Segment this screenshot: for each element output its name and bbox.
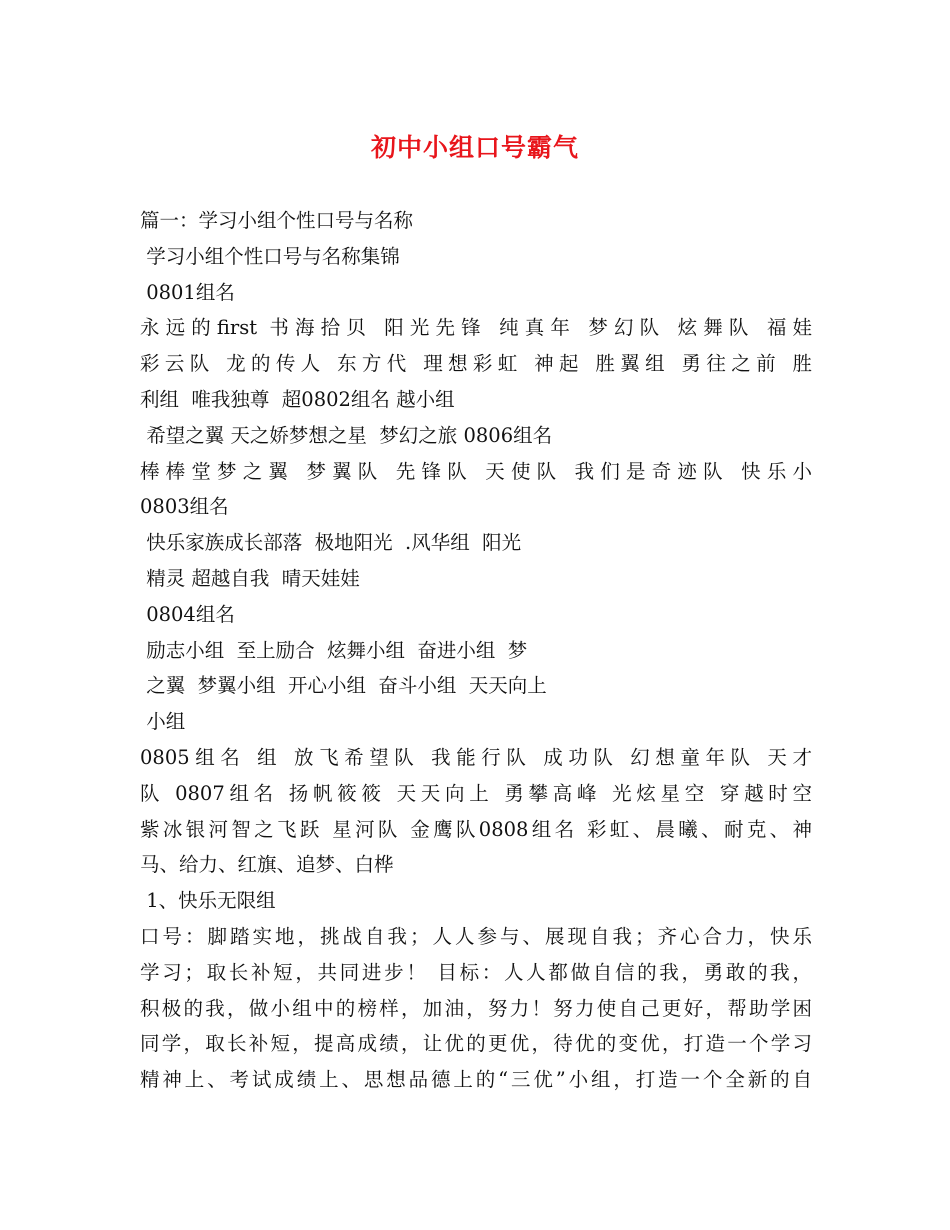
text-line: 永远的first 书海拾贝 阳光先锋 纯真年 梦幻队 炫舞队 福娃 <box>140 316 812 340</box>
text-line: 篇一：学习小组个性口号与名称 <box>140 209 414 232</box>
text-line: 精灵 超越自我 晴天娃娃 <box>140 566 360 590</box>
text-line: 紫冰银河智之飞跃 星河队 金鹰队0808组名 彩虹、晨曦、耐克、神 <box>140 817 812 841</box>
text-line: 棒棒堂梦之翼 梦翼队 先锋队 天使队 我们是奇迹队 快乐小 <box>140 459 812 483</box>
text-line: 0804组名 <box>140 602 235 626</box>
text-line: 学习小组个性口号与名称集锦 <box>140 244 400 268</box>
text-line: 彩云队 龙的传人 东方代 理想彩虹 神起 胜翼组 勇往之前 胜 <box>140 352 812 376</box>
text-line: 快乐家族成长部落 极地阳光 .风华组 阳光 <box>140 531 522 555</box>
text-line: 0801组名 <box>140 280 235 304</box>
text-line: 希望之翼 天之娇梦想之星 梦幻之旅 0806组名 <box>140 423 553 447</box>
text-line: 1、快乐无限组 <box>140 889 276 913</box>
text-line: 同学，取长补短，提高成绩，让优的更优，待优的变优，打造一个学习 <box>140 1032 812 1056</box>
text-line: 利组 唯我独尊 超0802组名 越小组 <box>140 387 455 411</box>
text-line: 学习；取长补短，共同进步！ 目标：人人都做自信的我，勇敢的我， <box>140 960 812 984</box>
text-line: 积极的我，做小组中的榜样，加油，努力！努力使自己更好，帮助学困 <box>140 996 812 1020</box>
text-line: 小组 <box>140 710 186 734</box>
text-line: 之翼 梦翼小组 开心小组 奋斗小组 天天向上 <box>140 674 547 698</box>
text-line: 精神上、考试成绩上、思想品德上的“三优”小组，打造一个全新的自 <box>140 1068 812 1092</box>
document-title: 初中小组口号霸气 <box>370 133 579 162</box>
text-line: 口号：脚踏实地，挑战自我；人人参与、展现自我；齐心合力，快乐 <box>140 924 812 948</box>
text-line: 0803组名 <box>140 495 229 519</box>
text-line: 马、给力、红旗、追梦、白桦 <box>140 853 394 877</box>
text-line: 0805组名 组 放飞希望队 我能行队 成功队 幻想童年队 天才 <box>140 745 812 769</box>
text-line: 励志小组 至上励合 炫舞小组 奋进小组 梦 <box>140 638 528 662</box>
document-body <box>140 203 812 1098</box>
text-line: 队 0807组名 扬帆筱筱 天天向上 勇攀高峰 光炫星空 穿越时空 <box>140 781 812 805</box>
